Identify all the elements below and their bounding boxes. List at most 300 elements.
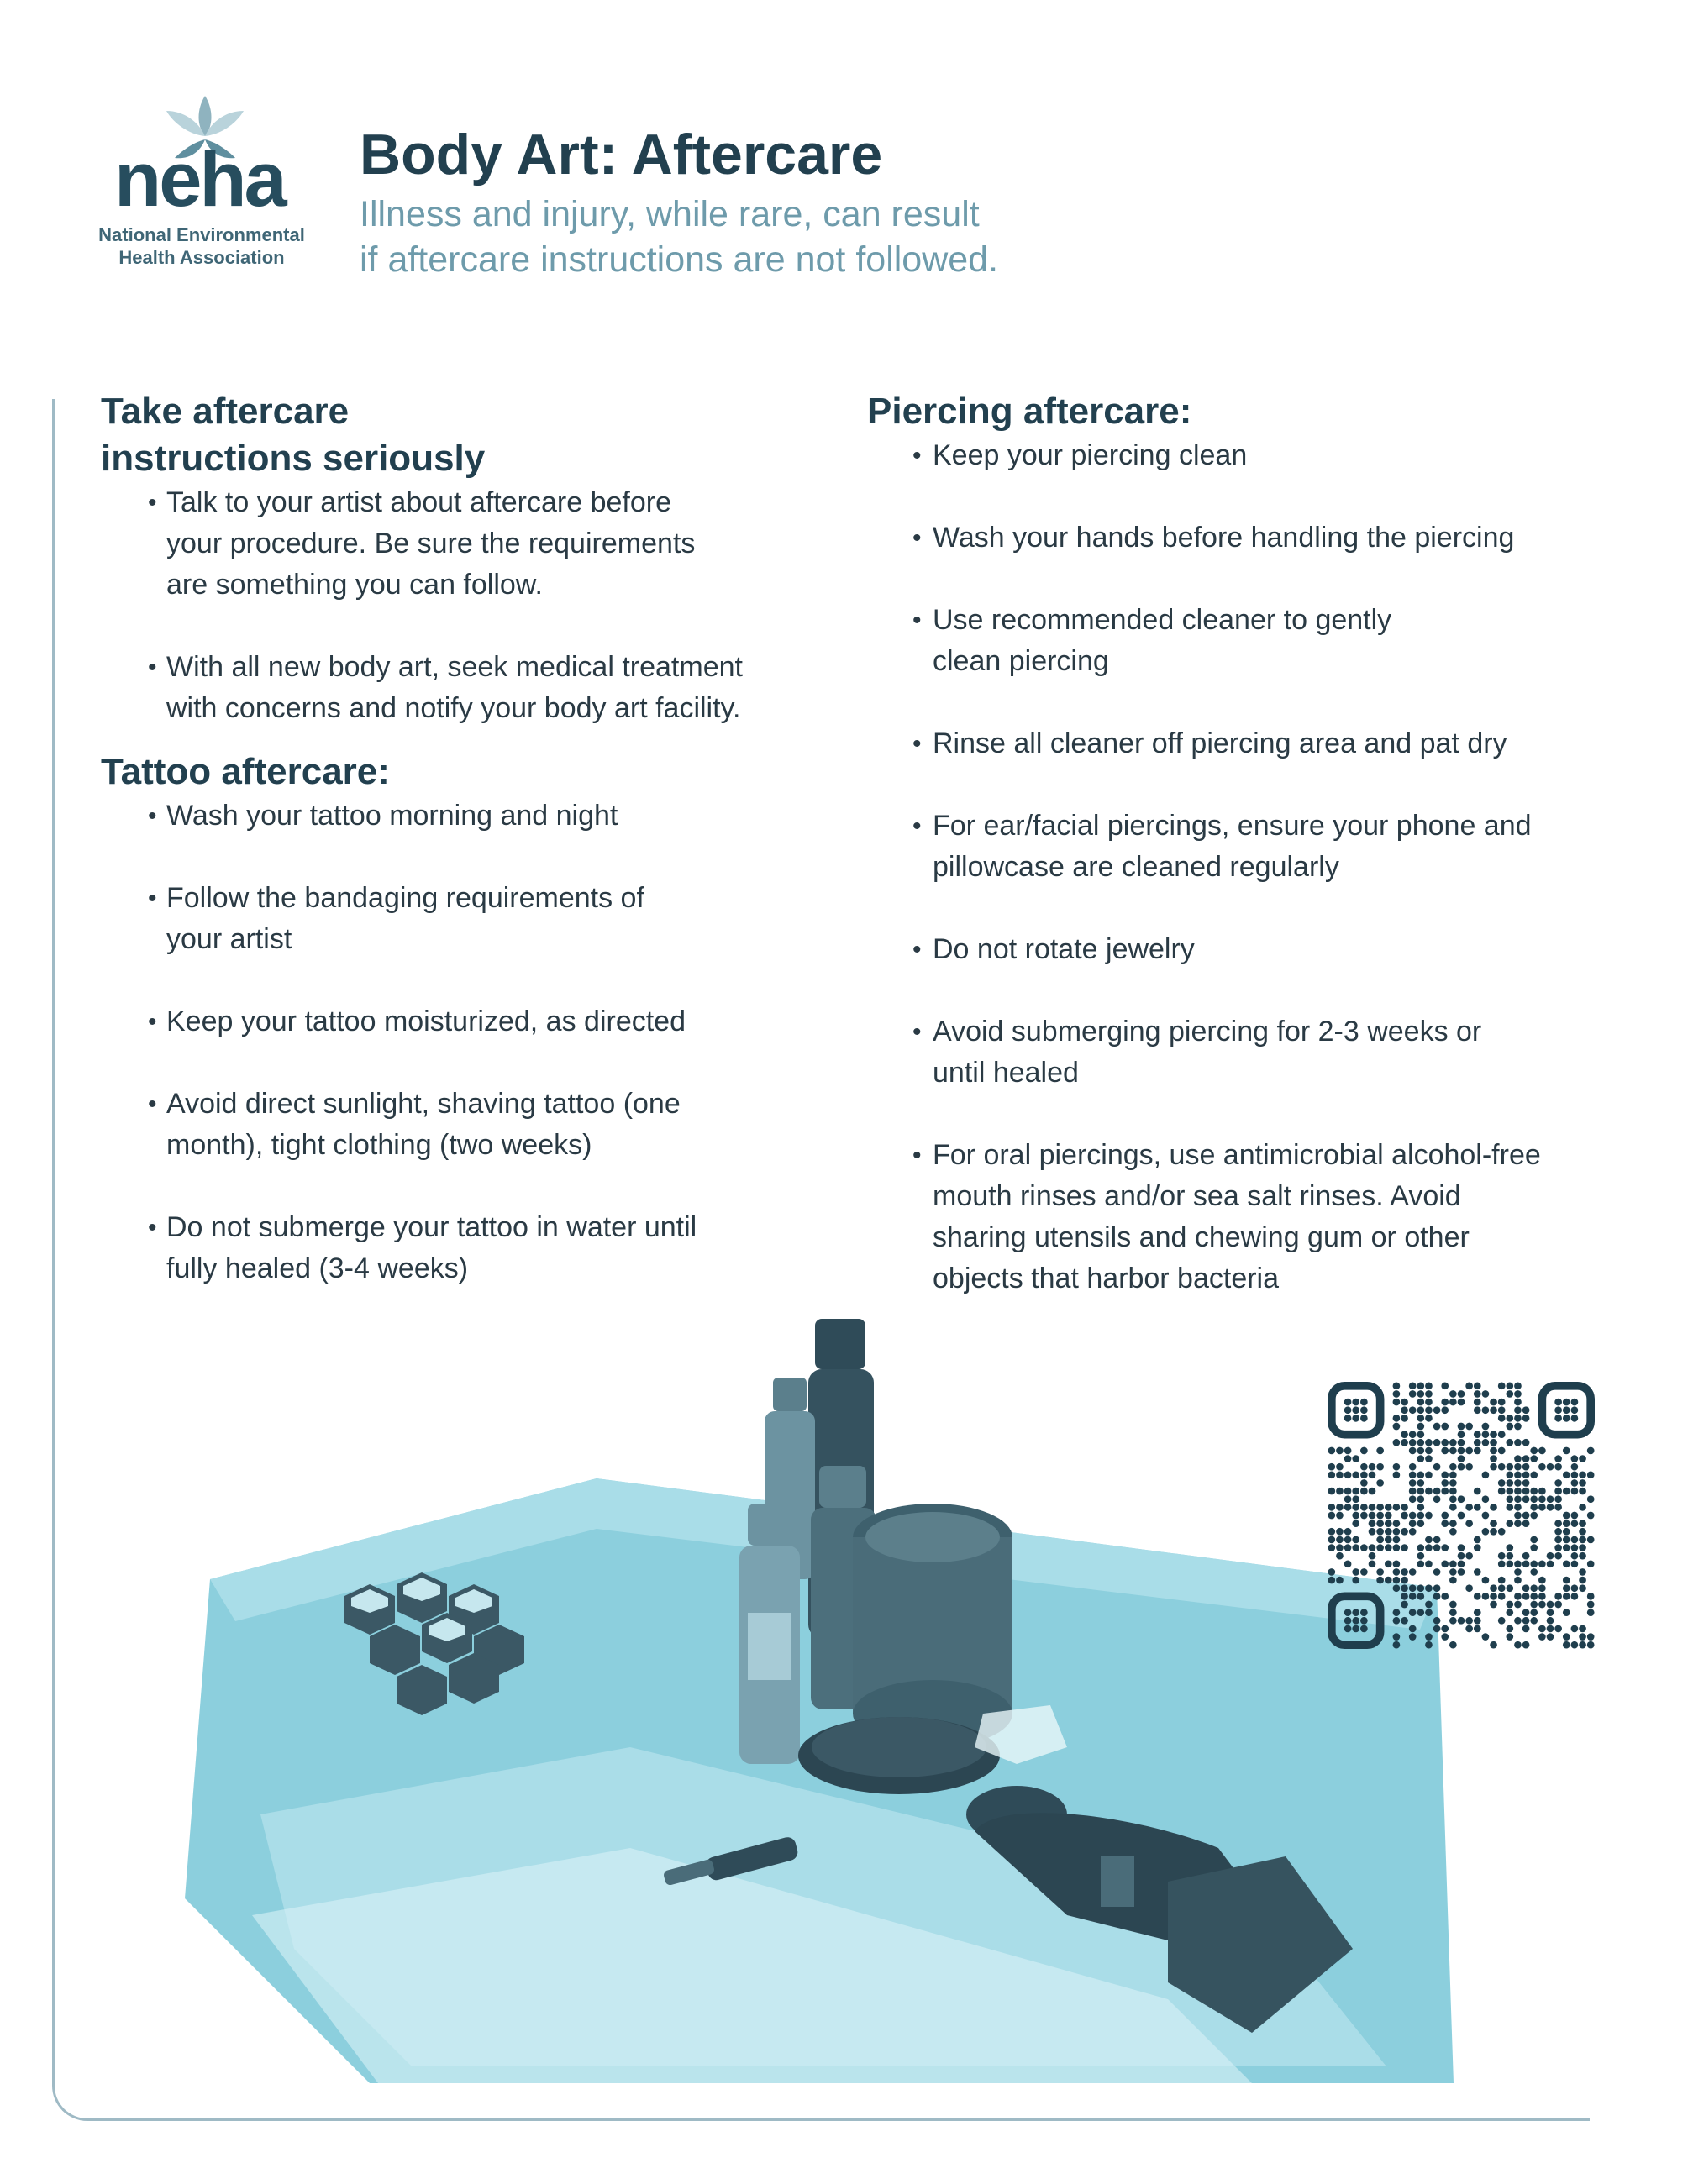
qr-module (1352, 1536, 1359, 1544)
qr-module (1554, 1463, 1562, 1471)
qr-module (1409, 1609, 1417, 1616)
qr-module (1563, 1536, 1570, 1544)
list-item (867, 517, 1623, 559)
qr-module (1547, 1609, 1554, 1616)
qr-module (1514, 1471, 1522, 1478)
qr-module (1506, 1520, 1513, 1527)
qr-module (1522, 1617, 1530, 1625)
qr-module (1498, 1584, 1506, 1592)
qr-module (1474, 1399, 1481, 1406)
qr-module (1352, 1471, 1359, 1478)
qr-module (1376, 1536, 1384, 1544)
qr-module (1563, 1609, 1570, 1616)
qr-module (1344, 1560, 1352, 1567)
list-item (101, 1084, 840, 1166)
qr-module (1506, 1439, 1513, 1446)
qr-module (1571, 1593, 1579, 1600)
qr-finder-dot (1352, 1415, 1359, 1422)
qr-module (1482, 1423, 1490, 1431)
qr-module (1441, 1633, 1449, 1641)
qr-module (1393, 1390, 1401, 1398)
qr-module (1530, 1471, 1538, 1478)
qr-module (1425, 1512, 1433, 1520)
qr-module (1344, 1471, 1352, 1478)
qr-module (1433, 1593, 1441, 1600)
qr-module (1352, 1488, 1359, 1495)
qr-module (1506, 1560, 1513, 1567)
qr-module (1579, 1528, 1586, 1536)
qr-module (1425, 1447, 1433, 1455)
qr-module (1360, 1471, 1368, 1478)
qr-module (1425, 1455, 1433, 1462)
qr-module (1393, 1423, 1401, 1431)
qr-module (1433, 1544, 1441, 1551)
qr-module (1554, 1504, 1562, 1511)
bullet-icon: • (148, 654, 157, 681)
qr-module (1409, 1495, 1417, 1503)
qr-module (1433, 1625, 1441, 1633)
qr-module (1441, 1593, 1449, 1600)
bullet-line: Keep your piercing clean (933, 439, 1248, 471)
qr-module (1522, 1641, 1530, 1649)
qr-module (1417, 1431, 1424, 1438)
qr-finder-dot (1554, 1406, 1562, 1414)
intro-heading (101, 388, 840, 482)
qr-module (1376, 1520, 1384, 1527)
qr-module (1506, 1390, 1513, 1398)
qr-code[interactable] (1328, 1382, 1595, 1649)
bullet-line: Talk to your artist about aftercare before (166, 486, 671, 518)
qr-module (1538, 1504, 1546, 1511)
qr-module (1393, 1382, 1401, 1389)
qr-module (1482, 1471, 1490, 1478)
qr-module (1393, 1617, 1401, 1625)
qr-module (1498, 1617, 1506, 1625)
qr-module (1587, 1495, 1595, 1503)
qr-module (1506, 1488, 1513, 1495)
qr-module (1490, 1641, 1497, 1649)
qr-module (1352, 1504, 1359, 1511)
qr-module (1458, 1560, 1465, 1567)
qr-module (1522, 1520, 1530, 1527)
qr-module (1336, 1471, 1344, 1478)
qr-module (1482, 1593, 1490, 1600)
qr-module (1538, 1447, 1546, 1455)
qr-module (1498, 1593, 1506, 1600)
bullet-icon: • (912, 1142, 922, 1169)
qr-module (1530, 1536, 1538, 1544)
qr-module (1417, 1552, 1424, 1560)
qr-finder-dot (1360, 1406, 1368, 1414)
qr-module (1587, 1609, 1595, 1616)
qr-module (1352, 1520, 1359, 1527)
bullet-icon: • (912, 730, 922, 758)
qr-module (1401, 1399, 1408, 1406)
qr-module (1385, 1504, 1392, 1511)
qr-module (1547, 1560, 1554, 1567)
qr-module (1538, 1495, 1546, 1503)
list-item (101, 795, 840, 837)
qr-module (1490, 1439, 1497, 1446)
qr-module (1385, 1536, 1392, 1544)
qr-finder-dot (1360, 1609, 1368, 1616)
qr-finder-dot (1554, 1415, 1562, 1422)
qr-module (1490, 1399, 1497, 1406)
qr-module (1579, 1504, 1586, 1511)
qr-module (1506, 1504, 1513, 1511)
qr-module (1352, 1455, 1359, 1462)
qr-module (1409, 1390, 1417, 1398)
qr-module (1571, 1488, 1579, 1495)
qr-module (1498, 1463, 1506, 1471)
qr-module (1433, 1536, 1441, 1544)
qr-module (1352, 1568, 1359, 1576)
bullet-line: Keep your tattoo moisturized, as directed (166, 1005, 686, 1037)
qr-module (1441, 1479, 1449, 1487)
qr-module (1579, 1520, 1586, 1527)
qr-module (1328, 1512, 1335, 1520)
qr-module (1547, 1463, 1554, 1471)
qr-module (1474, 1593, 1481, 1600)
bullet-line: Wash your hands before handling the piercing (933, 522, 1515, 554)
logo-org-line: National Environmental (98, 224, 305, 245)
qr-module (1409, 1512, 1417, 1520)
qr-module (1465, 1617, 1473, 1625)
qr-module (1506, 1479, 1513, 1487)
qr-finder-dot (1352, 1406, 1359, 1414)
qr-module (1344, 1536, 1352, 1544)
bullet-icon: • (912, 936, 922, 963)
qr-finder-dot (1571, 1406, 1579, 1414)
qr-module (1458, 1431, 1465, 1438)
qr-module (1547, 1552, 1554, 1560)
qr-module (1385, 1528, 1392, 1536)
qr-module (1344, 1455, 1352, 1462)
bullet-icon: • (912, 442, 922, 470)
qr-module (1328, 1463, 1335, 1471)
tattoo-bullet-list (101, 795, 840, 1289)
qr-module (1498, 1528, 1506, 1536)
qr-module (1441, 1447, 1449, 1455)
qr-module (1482, 1577, 1490, 1584)
qr-module (1465, 1423, 1473, 1431)
qr-module (1360, 1544, 1368, 1551)
qr-module (1344, 1528, 1352, 1536)
qr-module (1530, 1560, 1538, 1567)
qr-module (1563, 1560, 1570, 1567)
qr-module (1417, 1439, 1424, 1446)
qr-module (1538, 1625, 1546, 1633)
qr-module (1417, 1488, 1424, 1495)
qr-module (1579, 1641, 1586, 1649)
qr-module (1587, 1593, 1595, 1600)
qr-module (1530, 1504, 1538, 1511)
qr-module (1449, 1504, 1457, 1511)
qr-module (1506, 1609, 1513, 1616)
qr-module (1474, 1439, 1481, 1446)
qr-module (1433, 1617, 1441, 1625)
qr-module (1498, 1552, 1506, 1560)
bullet-line: Avoid direct sunlight, shaving tattoo (one (166, 1088, 681, 1120)
qr-finder-dot (1344, 1617, 1352, 1625)
qr-module (1409, 1382, 1417, 1389)
qr-module (1465, 1625, 1473, 1633)
qr-module (1474, 1488, 1481, 1495)
qr-module (1441, 1512, 1449, 1520)
qr-module (1409, 1593, 1417, 1600)
qr-module (1409, 1625, 1417, 1633)
qr-module (1360, 1512, 1368, 1520)
qr-module (1522, 1463, 1530, 1471)
qr-module (1506, 1471, 1513, 1478)
qr-module (1417, 1415, 1424, 1422)
qr-module (1425, 1601, 1433, 1609)
qr-module (1474, 1544, 1481, 1551)
qr-module (1474, 1431, 1481, 1438)
qr-module (1498, 1577, 1506, 1584)
qr-module (1579, 1577, 1586, 1584)
qr-module (1376, 1504, 1384, 1511)
qr-module (1579, 1568, 1586, 1576)
qr-module (1465, 1382, 1473, 1389)
qr-module (1449, 1568, 1457, 1576)
qr-module (1458, 1463, 1465, 1471)
bullet-line: month), tight clothing (two weeks) (166, 1129, 592, 1161)
qr-module (1522, 1488, 1530, 1495)
qr-module (1433, 1439, 1441, 1446)
qr-module (1393, 1520, 1401, 1527)
qr-module (1482, 1633, 1490, 1641)
qr-module (1417, 1544, 1424, 1551)
qr-module (1571, 1625, 1579, 1633)
qr-module (1401, 1568, 1408, 1576)
qr-finder-dot (1352, 1609, 1359, 1616)
bullet-line: Use recommended cleaner to gently (933, 604, 1392, 636)
qr-module (1401, 1544, 1408, 1551)
qr-module (1522, 1406, 1530, 1414)
qr-module (1514, 1560, 1522, 1567)
qr-module (1506, 1382, 1513, 1389)
qr-module (1554, 1625, 1562, 1633)
qr-module (1360, 1568, 1368, 1576)
heading-line: instructions seriously (101, 438, 486, 479)
qr-finder-dot (1360, 1617, 1368, 1625)
qr-module (1514, 1382, 1522, 1389)
qr-module (1369, 1488, 1376, 1495)
qr-module (1482, 1439, 1490, 1446)
qr-module (1328, 1447, 1335, 1455)
qr-module (1385, 1560, 1392, 1567)
qr-module (1579, 1544, 1586, 1551)
qr-module (1417, 1479, 1424, 1487)
bullet-line: with concerns and notify your body art facility. (166, 692, 741, 724)
qr-module (1393, 1399, 1401, 1406)
qr-module (1401, 1617, 1408, 1625)
qr-module (1522, 1593, 1530, 1600)
qr-module (1554, 1544, 1562, 1551)
qr-module (1506, 1495, 1513, 1503)
qr-module (1369, 1552, 1376, 1560)
qr-module (1514, 1463, 1522, 1471)
qr-module (1587, 1601, 1595, 1609)
qr-module (1458, 1455, 1465, 1462)
qr-module (1563, 1584, 1570, 1592)
qr-module (1563, 1488, 1570, 1495)
qr-module (1474, 1536, 1481, 1544)
qr-module (1449, 1479, 1457, 1487)
qr-module (1433, 1584, 1441, 1592)
qr-module (1514, 1577, 1522, 1584)
qr-module (1344, 1488, 1352, 1495)
logo-wordmark: neha (114, 137, 285, 223)
qr-module (1393, 1528, 1401, 1536)
qr-finder-dot (1360, 1415, 1368, 1422)
bullet-line: Wash your tattoo morning and night (166, 800, 618, 832)
list-item (101, 647, 840, 729)
qr-module (1579, 1455, 1586, 1462)
qr-module (1514, 1617, 1522, 1625)
qr-module (1522, 1512, 1530, 1520)
qr-module (1417, 1512, 1424, 1520)
bullet-line: sharing utensils and chewing gum or other (933, 1221, 1470, 1253)
qr-module (1498, 1431, 1506, 1438)
qr-module (1465, 1584, 1473, 1592)
qr-module (1538, 1633, 1546, 1641)
qr-module (1449, 1560, 1457, 1567)
qr-module (1571, 1471, 1579, 1478)
qr-module (1514, 1390, 1522, 1398)
qr-finder-dot (1344, 1609, 1352, 1616)
qr-module (1401, 1415, 1408, 1422)
qr-module (1547, 1617, 1554, 1625)
qr-module (1571, 1560, 1579, 1567)
qr-module (1336, 1463, 1344, 1471)
qr-module (1514, 1439, 1522, 1446)
qr-module (1522, 1552, 1530, 1560)
qr-module (1433, 1488, 1441, 1495)
list-item (867, 929, 1623, 970)
qr-module (1409, 1439, 1417, 1446)
qr-module (1530, 1584, 1538, 1592)
qr-module (1490, 1593, 1497, 1600)
qr-module (1506, 1415, 1513, 1422)
qr-module (1554, 1536, 1562, 1544)
qr-module (1563, 1633, 1570, 1641)
qr-module (1369, 1560, 1376, 1567)
qr-module (1336, 1504, 1344, 1511)
qr-module (1530, 1495, 1538, 1503)
qr-module (1514, 1423, 1522, 1431)
tattoo-heading: Tattoo aftercare: (101, 751, 390, 792)
qr-module (1563, 1641, 1570, 1649)
bullet-icon: • (148, 885, 157, 912)
qr-finder-dot (1563, 1406, 1570, 1414)
qr-module (1587, 1447, 1595, 1455)
qr-module (1425, 1609, 1433, 1616)
qr-module (1563, 1447, 1570, 1455)
bullet-line: For ear/facial piercings, ensure your phone and (933, 810, 1532, 842)
qr-finder-dot (1352, 1625, 1359, 1633)
qr-module (1579, 1488, 1586, 1495)
qr-module (1522, 1415, 1530, 1422)
qr-module (1449, 1399, 1457, 1406)
qr-module (1449, 1528, 1457, 1536)
qr-finder-dot (1344, 1625, 1352, 1633)
qr-module (1587, 1560, 1595, 1567)
bullet-line: Do not rotate jewelry (933, 933, 1195, 965)
qr-module (1563, 1512, 1570, 1520)
qr-module (1530, 1601, 1538, 1609)
qr-module (1352, 1512, 1359, 1520)
qr-module (1425, 1584, 1433, 1592)
qr-module (1425, 1560, 1433, 1567)
qr-finder-dot (1360, 1399, 1368, 1406)
qr-module (1344, 1544, 1352, 1551)
qr-module (1360, 1463, 1368, 1471)
bullet-line: With all new body art, seek medical treatment (166, 651, 743, 683)
qr-module (1385, 1577, 1392, 1584)
qr-module (1563, 1520, 1570, 1527)
qr-module (1409, 1633, 1417, 1641)
qr-module (1336, 1577, 1344, 1584)
qr-module (1401, 1577, 1408, 1584)
qr-module (1449, 1390, 1457, 1398)
qr-module (1506, 1584, 1513, 1592)
qr-module (1409, 1488, 1417, 1495)
bullet-line: Follow the bandaging requirements of (166, 882, 644, 914)
qr-module (1571, 1520, 1579, 1527)
qr-module (1490, 1584, 1497, 1592)
qr-module (1449, 1495, 1457, 1503)
bullet-icon: • (912, 524, 922, 552)
qr-module (1465, 1447, 1473, 1455)
qr-module (1571, 1544, 1579, 1551)
qr-module (1369, 1520, 1376, 1527)
qr-module (1433, 1568, 1441, 1576)
qr-module (1498, 1479, 1506, 1487)
qr-module (1409, 1528, 1417, 1536)
qr-module (1506, 1552, 1513, 1560)
qr-module (1409, 1406, 1417, 1414)
qr-module (1490, 1406, 1497, 1414)
qr-module (1417, 1406, 1424, 1414)
qr-module (1328, 1568, 1335, 1576)
qr-module (1458, 1512, 1465, 1520)
qr-module (1554, 1488, 1562, 1495)
list-item (867, 1011, 1623, 1094)
qr-module (1425, 1406, 1433, 1414)
tattoo-section (101, 748, 840, 1289)
qr-module (1554, 1520, 1562, 1527)
qr-module (1482, 1431, 1490, 1438)
qr-module (1458, 1423, 1465, 1431)
bullet-line: For oral piercings, use antimicrobial alcohol-free (933, 1139, 1541, 1171)
qr-module (1433, 1495, 1441, 1503)
qr-module (1547, 1495, 1554, 1503)
qr-module (1417, 1423, 1424, 1431)
qr-module (1385, 1544, 1392, 1551)
qr-module (1441, 1399, 1449, 1406)
qr-module (1449, 1463, 1457, 1471)
qr-finder-dot (1571, 1415, 1579, 1422)
qr-module (1538, 1463, 1546, 1471)
qr-module (1369, 1544, 1376, 1551)
qr-module (1401, 1512, 1408, 1520)
qr-module (1441, 1560, 1449, 1567)
qr-module (1336, 1544, 1344, 1551)
qr-module (1393, 1577, 1401, 1584)
qr-module (1571, 1463, 1579, 1471)
